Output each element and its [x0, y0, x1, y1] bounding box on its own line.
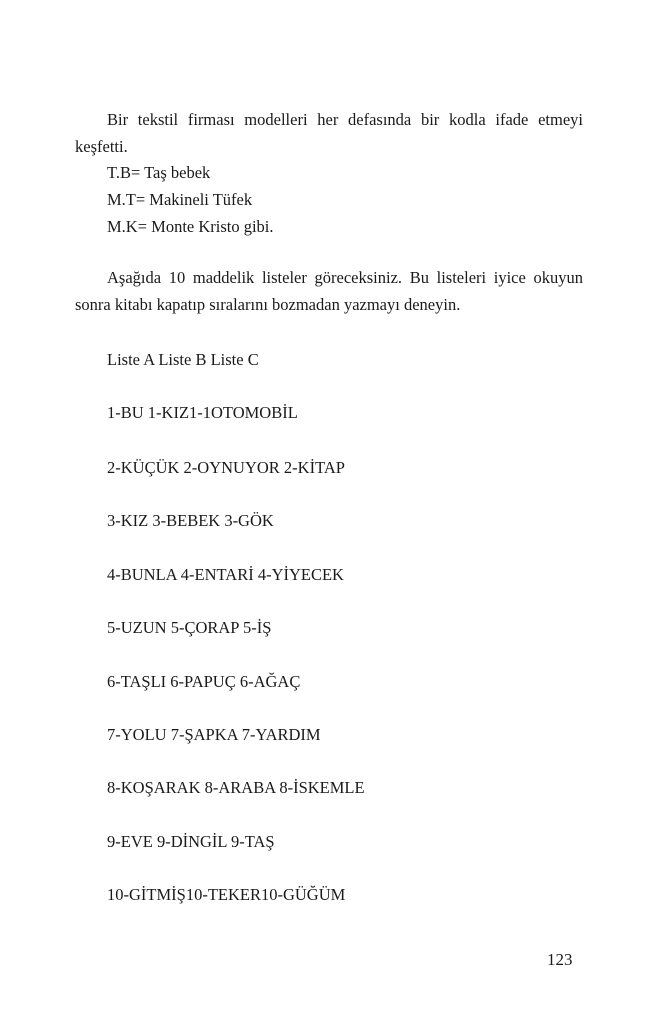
list-row: 10-GİTMİŞ10-TEKER10-GÜĞÜM [107, 885, 346, 904]
list-row: 4-BUNLA 4-ENTARİ 4-YİYECEK [107, 565, 344, 584]
list-row: 3-KIZ 3-BEBEK 3-GÖK [107, 511, 274, 530]
page-number: 123 [547, 950, 573, 969]
list-header: Liste A Liste B Liste C [107, 350, 259, 369]
list-row: 6-TAŞLI 6-PAPUÇ 6-AĞAÇ [107, 672, 301, 691]
list-row: 1-BU 1-KIZ1-1OTOMOBİL [107, 403, 298, 422]
list-row: 8-KOŞARAK 8-ARABA 8-İSKEMLE [107, 778, 365, 797]
code-line-mt: M.T= Makineli Tüfek [107, 190, 253, 209]
code-line-tb: T.B= Taş bebek [107, 163, 211, 182]
list-row: 2-KÜÇÜK 2-OYNUYOR 2-KİTAP [107, 458, 345, 477]
list-row: 7-YOLU 7-ŞAPKA 7-YARDIM [107, 725, 321, 744]
list-row: 5-UZUN 5-ÇORAP 5-İŞ [107, 618, 272, 637]
intro-paragraph: Bir tekstil firması modelleri her defasında bir kodla ifade etmeyi keşfetti. [75, 110, 583, 156]
code-line-mk: M.K= Monte Kristo gibi. [107, 217, 274, 236]
list-row: 9-EVE 9-DİNGİL 9-TAŞ [107, 832, 275, 851]
instruction-paragraph: Aşağıda 10 maddelik listeler göreceksiniz. Bu listeleri iyice okuyun sonra kitabı kapatıp sıralarını bozmadan yazmayı deneyin. [75, 268, 583, 314]
